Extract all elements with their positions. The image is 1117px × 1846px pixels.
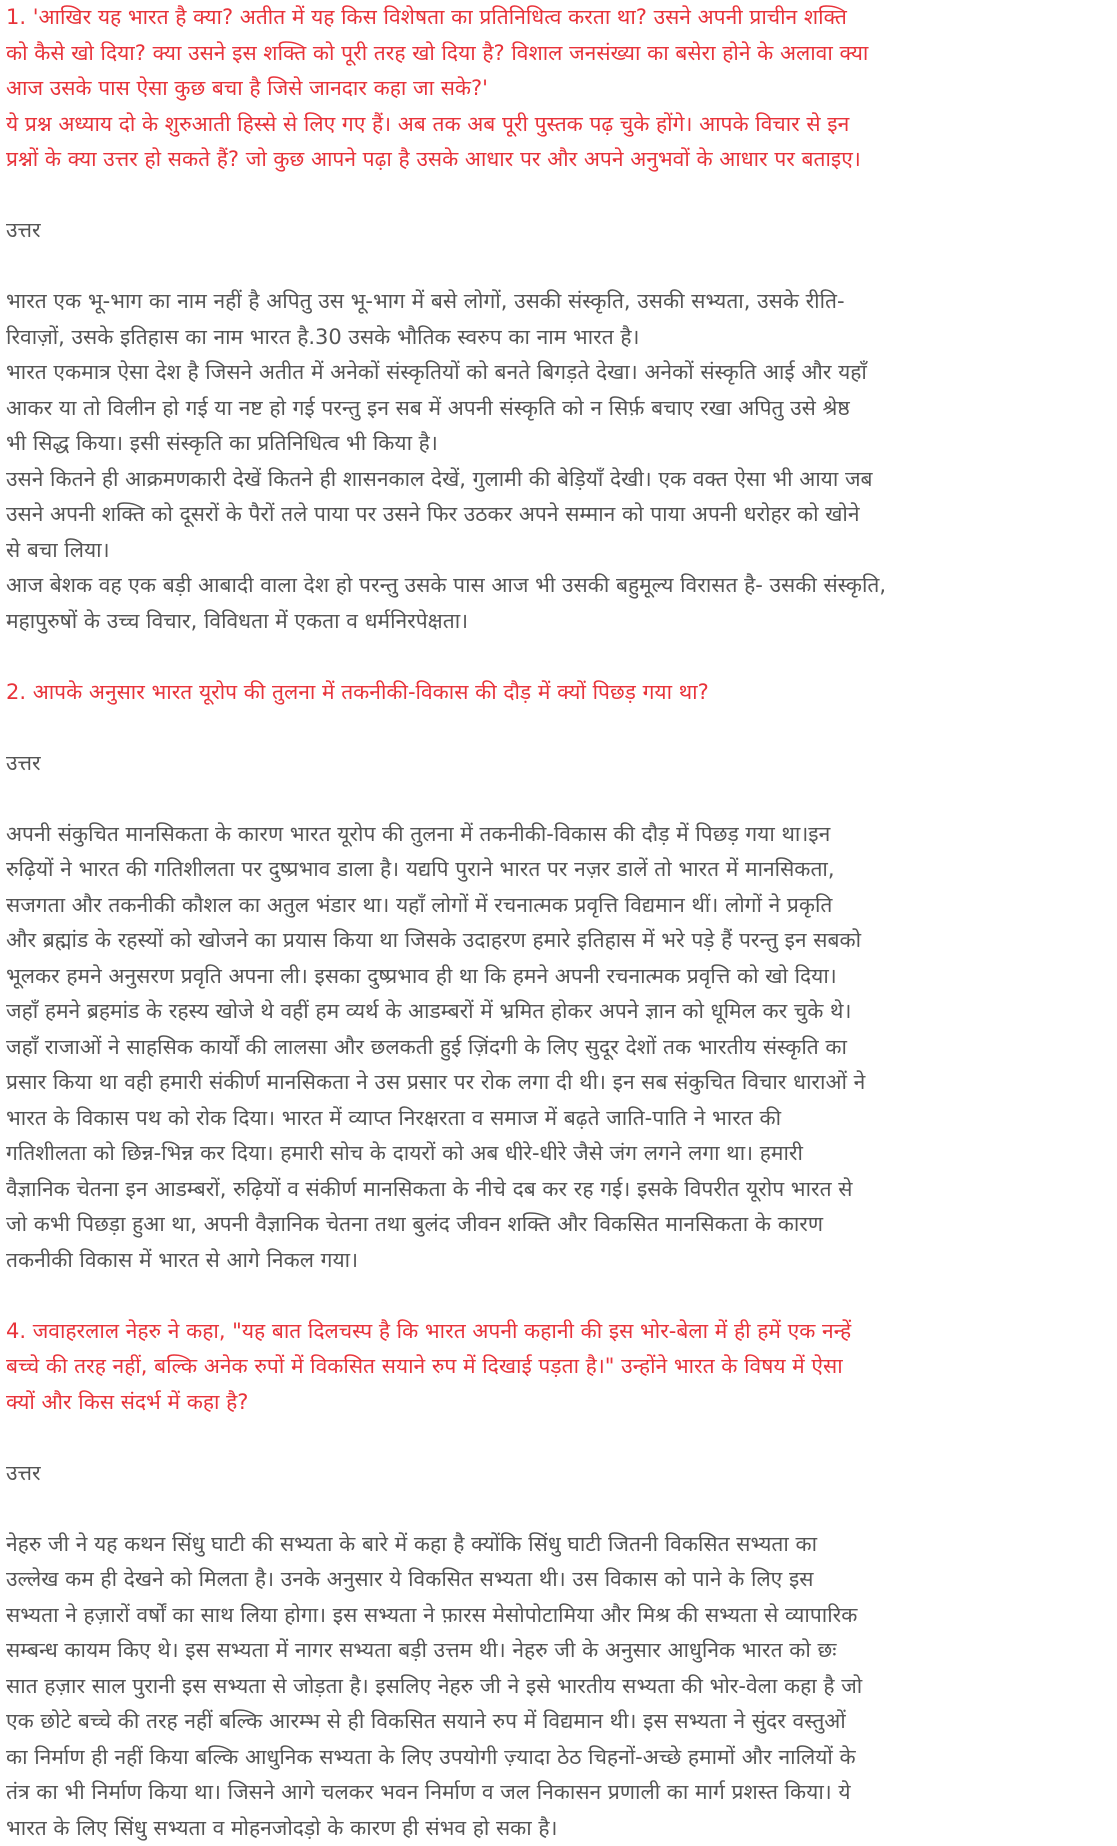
answer-4-line: एक छोटे बच्चे की तरह नहीं बल्कि आरम्भ से ही विकसित सयाने रुप में विद्यमान थी। इस सभ्यता ने सुंदर वस्तुओं	[6, 1704, 1109, 1740]
answer-2-line: तकनीकी विकास में भारत से आगे निकल गया।	[6, 1243, 1109, 1279]
answer-4-line: नेहरु जी ने यह कथन सिंधु घाटी की सभ्यता के बारे में कहा है क्योंकि सिंधु घाटी जितनी विकसित सभ्यता का	[6, 1527, 1109, 1563]
question-1-line: 1. 'आखिर यह भारत है क्या? अतीत में यह किस विशेषता का प्रतिनिधित्व करता था? उसने अपनी प्राचीन शक्ति	[6, 0, 1109, 36]
answer-heading-2: उत्तर	[6, 746, 1109, 782]
answer-1-line: आज बेशक वह एक बड़ी आबादी वाला देश हो परन्तु उसके पास आज भी उसकी बहुमूल्य विरासत है- उसकी संस्कृति,	[6, 568, 1109, 604]
question-block-1	[6, 0, 1109, 178]
question-1-line: प्रश्नों के क्या उत्तर हो सकते हैं? जो कुछ आपने पढ़ा है उसके आधार पर और अपने अनुभवों के आधार पर बताइए।	[6, 142, 1109, 178]
answer-1-line: आकर या तो विलीन हो गई या नष्ट हो गई परन्तु इन सब में अपनी संस्कृति को न सिर्फ़ बचाए रखा अपितु उसे श्रेष्ठ	[6, 391, 1109, 427]
answer-4-line: सभ्यता ने हज़ारों वर्षों का साथ लिया होगा। इस सभ्यता ने फ़ारस मेसोपोटामिया और मिश्र की सभ्यता से व्यापारिक	[6, 1598, 1109, 1634]
question-4-line: क्यों और किस संदर्भ में कहा है?	[6, 1385, 1109, 1421]
answer-1-line: भी सिद्ध किया। इसी संस्कृति का प्रतिनिधित्व भी किया है।	[6, 426, 1109, 462]
answer-4-line: का निर्माण ही नहीं किया बल्कि आधुनिक सभ्यता के लिए उपयोगी ज़्यादा ठेठ चिहनों-अच्छे हमामों और नालियों के	[6, 1740, 1109, 1776]
answer-2-line: प्रसार किया था वही हमारी संकीर्ण मानसिकता ने उस प्रसार पर रोक लगा दी थी। इन सब संकुचित विचार धाराओं ने	[6, 1065, 1109, 1101]
answer-1-line: उसने कितने ही आक्रमणकारी देखें कितने ही शासनकाल देखें, गुलामी की बेड़ियाँ देखी। एक वक्त ऐसा भी आया जब	[6, 462, 1109, 498]
answer-block-2	[6, 817, 1109, 1279]
answer-2-line: भारत के विकास पथ को रोक दिया। भारत में व्याप्त निरक्षरता व समाज में बढ़ते जाति-पाति ने भारत की	[6, 1101, 1109, 1137]
spacer	[6, 249, 1109, 285]
answer-2-line: अपनी संकुचित मानसिकता के कारण भारत यूरोप की तुलना में तकनीकी-विकास की दौड़ में पिछड़ गया था।इन	[6, 817, 1109, 853]
spacer	[6, 1491, 1109, 1527]
answer-2-line: जहाँ हमने ब्रहमांड के रहस्य खोजे थे वहीं हम व्यर्थ के आडम्बरों में भ्रमित होकर अपने ज्ञान को धूमिल कर चुके थे।	[6, 994, 1109, 1030]
answer-4-line: उल्लेख कम ही देखने को मिलता है। उनके अनुसार ये विकसित सभ्यता थी। उस विकास को पाने के लिए इस	[6, 1562, 1109, 1598]
answer-2-line: सजगता और तकनीकी कौशल का अतुल भंडार था। यहाँ लोगों में रचनात्मक प्रवृत्ति विद्यमान थीं। लोगों ने प्रकृति	[6, 888, 1109, 924]
answer-1-line: भारत एक भू-भाग का नाम नहीं है अपितु उस भू-भाग में बसे लोगों, उसकी संस्कृति, उसकी सभ्यता, उसके रीति-	[6, 284, 1109, 320]
answer-2-line: जहाँ राजाओं ने साहसिक कार्यों की लालसा और छलकती हुई ज़िंदगी के लिए सुदूर देशों तक भारतीय संस्कृति का	[6, 1030, 1109, 1066]
question-4-line: बच्चे की तरह नहीं, बल्कि अनेक रुपों में विकसित सयाने रुप में दिखाई पड़ता है।" उन्होंने भारत के विषय में ऐसा	[6, 1349, 1109, 1385]
answer-4-line: सात हज़ार साल पुरानी इस सभ्यता से जोड़ता है। इसलिए नेहरु जी ने इसे भारतीय सभ्यता की भोर-वेला कहा है जो	[6, 1669, 1109, 1705]
answer-heading-4: उत्तर	[6, 1456, 1109, 1492]
answer-4-line: तंत्र का भी निर्माण किया था। जिसने आगे चलकर भवन निर्माण व जल निकासन प्रणाली का मार्ग प्रशस्त किया। ये	[6, 1775, 1109, 1811]
answer-2-line: रुढ़ियों ने भारत की गतिशीलता पर दुष्प्रभाव डाला है। यद्यपि पुराने भारत पर नज़र डालें तो भारत में मानसिकता,	[6, 852, 1109, 888]
question-1-line: ये प्रश्न अध्याय दो के शुरुआती हिस्से से लिए गए हैं। अब तक अब पूरी पुस्तक पढ़ चुके होंगे। आपके विचार से इन	[6, 107, 1109, 143]
answer-2-line: जो कभी पिछड़ा हुआ था, अपनी वैज्ञानिक चेतना तथा बुलंद जीवन शक्ति और विकसित मानसिकता के कारण	[6, 1207, 1109, 1243]
question-1-line: को कैसे खो दिया? क्या उसने इस शक्ति को पूरी तरह खो दिया है? विशाल जनसंख्या का बसेरा होने के अलावा क्या	[6, 36, 1109, 72]
question-2-line: 2. आपके अनुसार भारत यूरोप की तुलना में तकनीकी-विकास की दौड़ में क्यों पिछड़ गया था?	[6, 675, 1109, 711]
answer-2-line: भूलकर हमने अनुसरण प्रवृति अपना ली। इसका दुष्प्रभाव ही था कि हमने अपनी रचनात्मक प्रवृत्ति को खो दिया।	[6, 959, 1109, 995]
spacer	[6, 178, 1109, 214]
question-block-4	[6, 1314, 1109, 1421]
answer-block-4	[6, 1527, 1109, 1846]
answer-1-line: महापुरुषों के उच्च विचार, विविधता में एकता व धर्मनिरपेक्षता।	[6, 604, 1109, 640]
answer-heading-1: उत्तर	[6, 213, 1109, 249]
spacer	[6, 781, 1109, 817]
answer-block-1	[6, 284, 1109, 639]
answer-2-line: और ब्रह्मांड के रहस्यों को खोजने का प्रयास किया था जिसके उदाहरण हमारे इतिहास में भरे पड़े हैं परन्तु इन सबको	[6, 923, 1109, 959]
spacer	[6, 1420, 1109, 1456]
answer-2-line: वैज्ञानिक चेतना इन आडम्बरों, रुढ़ियों व संकीर्ण मानसिकता के नीचे दब कर रह गई। इसके विपरीत यूरोप भारत से	[6, 1172, 1109, 1208]
answer-1-line: भारत एकमात्र ऐसा देश है जिसने अतीत में अनेकों संस्कृतियों को बनते बिगड़ते देखा। अनेकों संस्कृति आई और यहाँ	[6, 355, 1109, 391]
answer-1-line: रिवाज़ों, उसके इतिहास का नाम भारत है.30 उसके भौतिक स्वरुप का नाम भारत है।	[6, 320, 1109, 356]
question-4-line: 4. जवाहरलाल नेहरु ने कहा, "यह बात दिलचस्प है कि भारत अपनी कहानी की इस भोर-बेला में ही हमें एक नन्हें	[6, 1314, 1109, 1350]
answer-1-line: से बचा लिया।	[6, 533, 1109, 569]
spacer	[6, 710, 1109, 746]
question-block-2	[6, 675, 1109, 711]
answer-4-line: भारत के लिए सिंधु सभ्यता व मोहनजोदड़ो के कारण ही संभव हो सका है।	[6, 1811, 1109, 1846]
answer-4-line: सम्बन्ध कायम किए थे। इस सभ्यता में नागर सभ्यता बड़ी उत्तम थी। नेहरु जी के अनुसार आधुनिक भारत को छः	[6, 1633, 1109, 1669]
question-1-line: आज उसके पास ऐसा कुछ बचा है जिसे जानदार कहा जा सके?'	[6, 71, 1109, 107]
spacer	[6, 1278, 1109, 1314]
spacer	[6, 639, 1109, 675]
answer-2-line: गतिशीलता को छिन्न-भिन्न कर दिया। हमारी सोच के दायरों को अब धीरे-धीरे जैसे जंग लगने लगा था। हमारी	[6, 1136, 1109, 1172]
answer-1-line: उसने अपनी शक्ति को दूसरों के पैरों तले पाया पर उसने फिर उठकर अपने सम्मान को पाया अपनी धरोहर को खोने	[6, 497, 1109, 533]
